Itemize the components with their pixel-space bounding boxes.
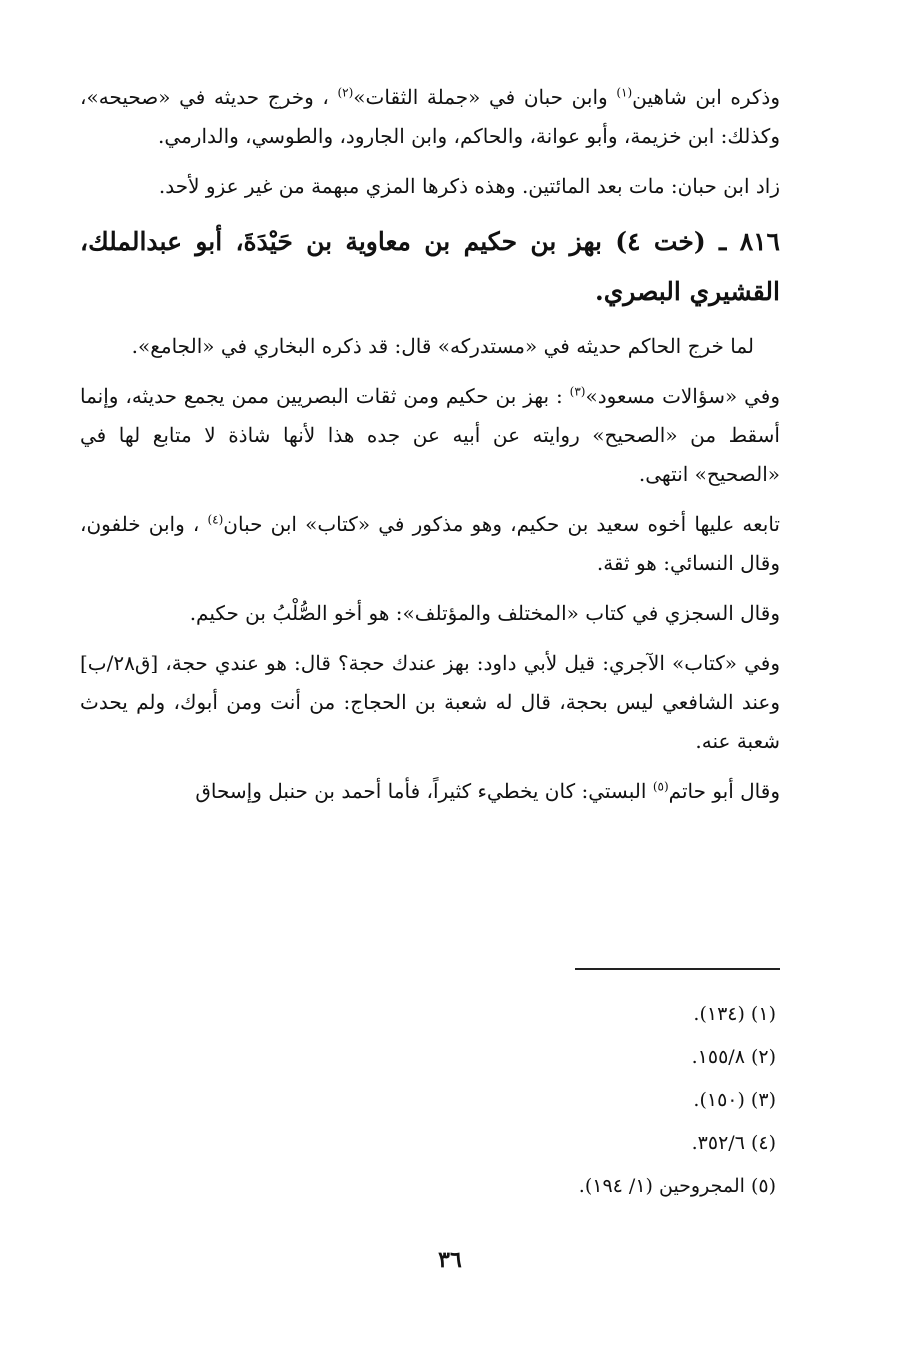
entry-heading: ٨١٦ ـ (خت ٤) بهز بن حكيم بن معاوية بن حَيْدَةَ، أبو عبدالملك، القشيري البصري. <box>80 227 780 306</box>
text-run: وقال أبو حاتم <box>668 779 780 803</box>
text-run: البستي: كان يخطيء كثيراً، فأما أحمد بن حنبل وإسحاق <box>195 779 653 803</box>
text-run: وقال السجزي في كتاب «المختلف والمؤتلف»: هو أخو الصُّلْبُ بن حكيم. <box>189 601 780 625</box>
paragraph-4 <box>80 377 780 494</box>
text-run: وابن حبان في «جملة الثقات» <box>353 85 617 109</box>
footnote-ref-5[interactable]: (٥) <box>652 779 669 794</box>
footnote-ref-2[interactable]: (٢) <box>337 85 354 100</box>
footnotes <box>579 993 776 1208</box>
footnote-ref-4[interactable]: (٤) <box>207 512 224 527</box>
text-run: وفي «كتاب» الآجري: قيل لأبي داود: بهز عندك حجة؟ قال: هو عندي حجة، [ق٢٨/ب] وعند الشافعي ليس بحجة، قال له شعبة بن الحجاج: من أنت ومن أبوك، ولم يحدث شعبة عنه. <box>80 651 780 753</box>
footnote-ref-1[interactable]: (١) <box>616 85 633 100</box>
text-run: : بهز بن حكيم ومن ثقات البصريين ممن يجمع حديثه، وإنما أسقط من «الصحيح» روايته عن أبيه عن جده هذا لأنها شاذة لا متابع لها في «الصحيح» انتهى. <box>80 384 780 486</box>
paragraph-5 <box>80 505 780 583</box>
footnote-1: (١) (١٣٤). <box>693 1003 776 1025</box>
footnote-4: (٤) ٣٥٢/٦. <box>691 1132 776 1154</box>
paragraph-8 <box>80 772 780 811</box>
footnote-ref-3[interactable]: (٣) <box>569 384 586 399</box>
footnote-5: (٥) المجروحين (١/ ١٩٤). <box>578 1175 776 1197</box>
paragraph-2 <box>80 167 780 206</box>
text-run: لما خرج الحاكم حديثه في «مستدركه» قال: قد ذكره البخاري في «الجامع». <box>131 334 754 358</box>
footnote-2: (٢) ١٥٥/٨. <box>691 1046 776 1068</box>
paragraph-1 <box>80 78 780 156</box>
text-run: زاد ابن حبان: مات بعد المائتين. وهذه ذكرها المزي مبهمة من غير عزو لأحد. <box>158 174 780 198</box>
paragraph-7 <box>80 644 780 761</box>
footnote-separator <box>575 968 780 970</box>
paragraph-3 <box>80 327 780 366</box>
paragraph-6 <box>80 594 780 633</box>
text-run: وفي «سؤالات مسعود» <box>585 384 781 408</box>
page-number: ٣٦ <box>438 1247 462 1273</box>
footnote-3: (٣) (١٥٠). <box>693 1089 776 1111</box>
text-run: وذكره ابن شاهين <box>632 85 780 109</box>
text-run: تابعه عليها أخوه سعيد بن حكيم، وهو مذكور في «كتاب» ابن حبان <box>223 512 780 536</box>
text-run: ، وخرج حديثه في «صحيحه»، وكذلك: ابن خزيمة، وأبو عوانة، والحاكم، وابن الجارود، والطوسي، والدارمي. <box>80 85 780 148</box>
text-run: ، وابن خلفون، وقال النسائي: هو ثقة. <box>80 512 780 575</box>
